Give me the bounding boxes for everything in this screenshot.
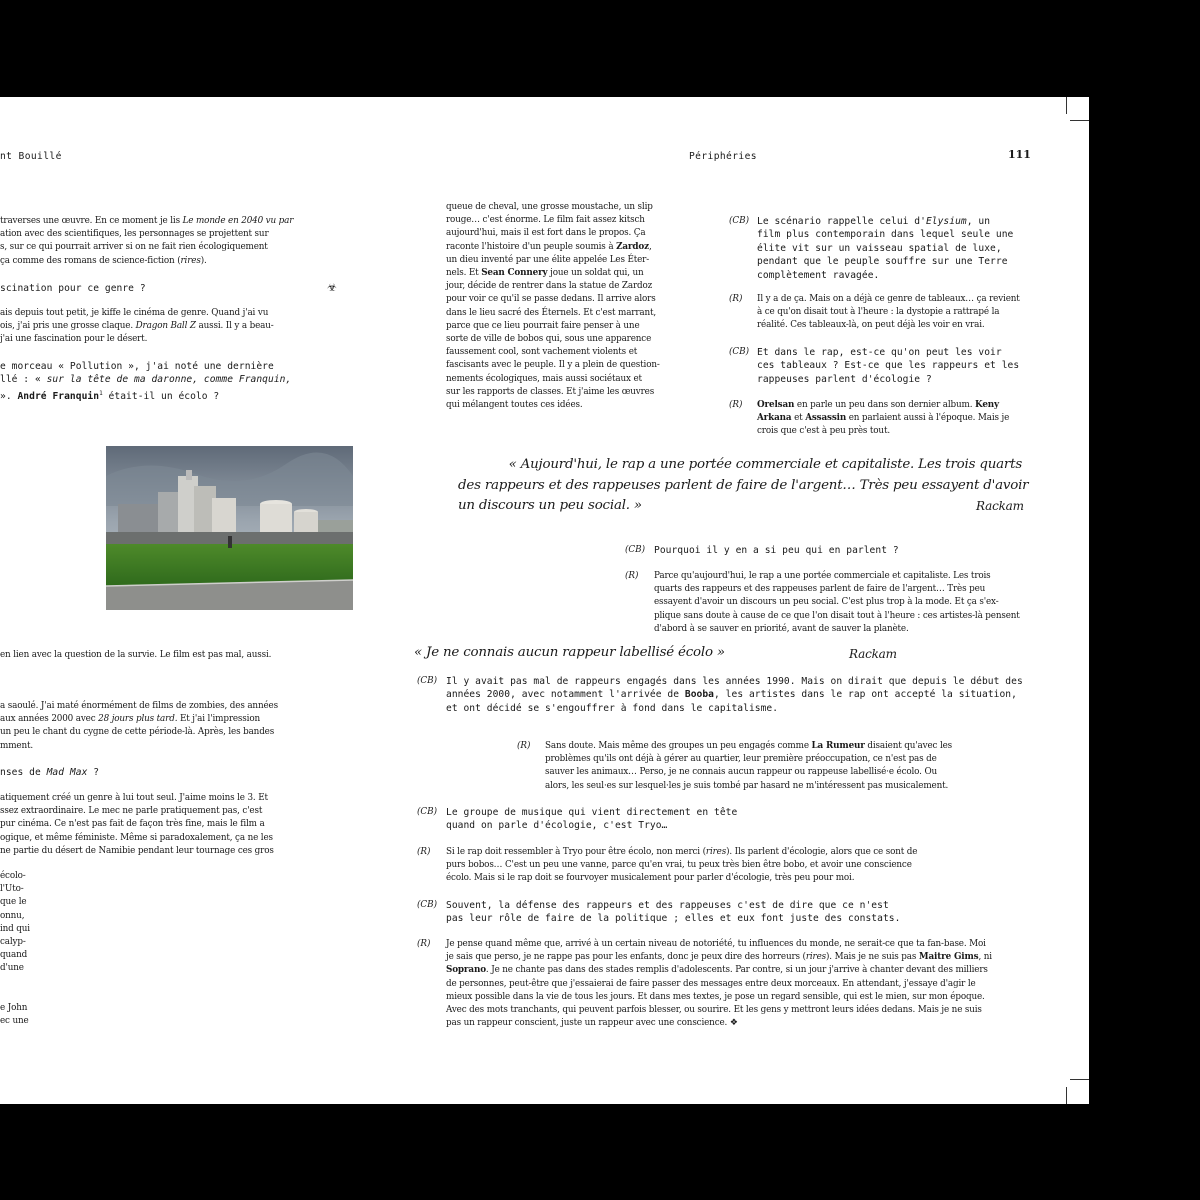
speaker-tag: (R) [417, 847, 431, 857]
crop-mark [1070, 120, 1089, 121]
rapper-answer: Parce qu'aujourd'hui, le rap a une portée commerciale et capitaliste. Les trois quarts des rappeurs et des rappeuses parlent de faire de l'argent… Très peu essayent d'avoir un discours un peu social. C'est plus trop à la mode. Et ça s'ex- plique sans doute à cause de ce que l'on disait tout à l'heure : ces artistes-là pensent d'abord à se sauver en priorité, avant de sauver la planète. [654, 571, 1020, 634]
speaker-tag: (CB) [417, 676, 438, 686]
pull-quote-author: Rackam [976, 499, 1024, 513]
rapper-answer: Orelsan en parle un peu dans son dernier album. Keny Arkana et Assassin en parlaient aussi à l'époque. Mais je crois que c'est à peu près tout. [757, 400, 1010, 437]
book-spread [0, 97, 1089, 1104]
crop-mark [1066, 1087, 1067, 1104]
right-running-head: Périphéries [689, 151, 757, 162]
speaker-tag: (R) [729, 400, 743, 410]
speaker-tag: (R) [729, 294, 743, 304]
speaker-tag: (CB) [625, 545, 646, 555]
speaker-tag: (CB) [729, 216, 750, 226]
left-paragraph: atiquement créé un genre à lui tout seul. J'aime moins le 3. Et ssez extraordinaire. Le mec ne parle pratiquement pas, c'est pur cinéma. Ce n'est pas fait de façon très fine, mais le film a ogique, et même féministe. Même si paradoxalement, ça ne les ne partie du désert de Namibie pendant leur tournage ces gros [0, 793, 274, 856]
factory-photo [106, 446, 353, 610]
page-number: 111 [1008, 148, 1031, 161]
speaker-tag: (CB) [417, 807, 438, 817]
rapper-answer: Je pense quand même que, arrivé à un certain niveau de notoriété, tu influences du monde, ne serait-ce que ta fan-base. Moi je sais que perso, je ne rappe pas pour les enfants, donc je peux dire des horreurs (rires). Mais je ne suis pas Maitre Gims, ni Soprano. Je ne chante pas dans des stades remplis d'adolescents. Par contre, si un jour j'arrive à chanter devant des milliers de personnes, peut-être que j'essaierai de faire passer des messages entre deux morceaux. En attendant, j'essaye d'agir le mieux possible dans la vie de tous les jours. Et dans mes textes, je pose un regard sensible, qui est le mien, sur mon époque. Avec des mots tranchants, qui peuvent parfois blesser, ou sourire. Et les gens y mettront leurs idées dedans. Mais je ne suis pas un rappeur conscient, juste un rappeur avec une conscience. ❖ [446, 939, 992, 1029]
interviewer-question: Le scénario rappelle celui d'Elysium, un film plus contemporain dans lequel seule une élite vit sur un vaisseau spatial de luxe, pendant que le peuple souffre sur une Terre complètement ravagée. [757, 216, 1014, 281]
interviewer-question: Et dans le rap, est-ce qu'on peut les voir ces tableaux ? Est-ce que les rappeurs et les rappeuses parlent d'écologie ? [757, 347, 1020, 385]
interviewer-question: Le groupe de musique qui vient directement en tête quand on parle d'écologie, c'est Tryo… [446, 807, 738, 832]
speaker-tag: (CB) [729, 347, 750, 357]
pull-quote: « Je ne connais aucun rappeur labellisé écolo » [414, 645, 725, 660]
rapper-answer: Sans doute. Mais même des groupes un peu engagés comme La Rumeur disaient qu'avec les problèmes qu'ils ont déjà à gérer au quartier, leur première préoccupation, ce n'est pas de sauver les animaux… Perso, je ne connais aucun rappeur ou rappeuse labellisé·e écolo. Ou alors, les seul·es sur lesquel·les je suis tombé par hasard ne m'intéressent pas musicalement. [545, 741, 953, 791]
rapper-answer: Si le rap doit ressembler à Tryo pour être écolo, non merci (rires). Ils parlent d'écologie, alors que ce sont de purs bobos… C'est un peu une vanne, parce qu'en vrai, tu peux très bien être bobo, et avoir une conscience écolo. Mais si le rap doit se fourvoyer musicalement pour parler d'écologie, très peu pour moi. [446, 847, 918, 884]
left-paragraph: ais depuis tout petit, je kiffe le cinéma de genre. Quand j'ai vu ois, j'ai pris une grosse claque. Dragon Ball Z aussi. Il y a beau- j'ai une fascination pour le désert. [0, 308, 274, 345]
left-paragraph-fragment: e John ec une [0, 1003, 29, 1027]
crop-mark [1066, 97, 1067, 114]
left-paragraph: traverses une œuvre. En ce moment je lis Le monde en 2040 vu par ation avec des scientifiques, les personnages se projettent sur s, sur ce qui pourrait arriver si on ne fait rien écologiquement ça comme des romans de science-fiction (rires). [0, 216, 294, 266]
left-question: e morceau « Pollution », j'ai noté une dernière llé : « sur la tête de ma daronne, comme Franquin, ». André Franquin$^1$ était-il un écolo ? [0, 361, 292, 402]
left-paragraph: a saoulé. J'ai maté énormément de films de zombies, des années aux années 2000 avec 28 jours plus tard. Et j'ai l'impression un peu le chant du cygne de cette période-là. Après, les bandes mment. [0, 701, 278, 751]
interviewer-question: Souvent, la défense des rappeurs et des rappeuses c'est de dire que ce n'est pas leur rôle de faire de la politique ; elles et eux font juste des constats. [446, 900, 901, 925]
rapper-answer: Il y a de ça. Mais on a déjà ce genre de tableaux… ça revient à ce qu'on disait tout à l'heure : la dystopie a rattrapé la réalité. Ces tableaux-là, on peut déjà les voir en vrai. [757, 294, 1020, 331]
interviewer-question: Pourquoi il y en a si peu qui en parlent ? [654, 545, 899, 556]
left-paragraph: en lien avec la question de la survie. Le film est pas mal, aussi. [0, 650, 272, 660]
pull-quote: « Aujourd'hui, le rap a une portée commerciale et capitaliste. Les trois quarts des rappeurs et des rappeuses parlent de faire de l'argent… Très peu essayent d'avoir un discours un peu social. » [458, 457, 1029, 513]
speaker-tag: (CB) [417, 900, 438, 910]
speaker-tag: (R) [517, 741, 531, 751]
left-page [0, 97, 388, 1104]
left-running-head: nt Bouillé [0, 151, 62, 162]
left-question: nses de Mad Max ? [0, 767, 100, 778]
speaker-tag: (R) [417, 939, 431, 949]
biohazard-icon: ☣ [327, 281, 337, 294]
left-paragraph-fragment: écolo- l'Uto- que le onnu, ind qui calyp- quand d'une [0, 871, 30, 974]
crop-mark [1070, 1079, 1089, 1080]
end-mark-icon: ❖ [729, 1018, 738, 1029]
pull-quote-author: Rackam [849, 647, 897, 661]
answer-column: queue de cheval, une grosse moustache, un slip rouge… c'est énorme. Le film fait assez kitsch aujourd'hui, mais il est fort dans le propos. Ça raconte l'histoire d'un peuple soumis à Zardoz, un dieu inventé par une élite appelée Les Éter- nels. Et Sean Connery joue un soldat qui, un jour, décide de rentrer dans la statue de Zardoz pour voir ce qu'il se passe dedans. Il arrive alors dans le lieu sacré des Éternels. Et c'est marrant, parce que ce lieu pourrait faire penser à une sorte de ville de bobos qui, sous une apparence faussement cool, sont vachement violents et fascisants avec le peuple. Il y a plein de question- nements écologiques, mais aussi sociétaux et sur les rapports de classes. Et j'aime les œuvres qui mélangent toutes ces idées. [446, 202, 660, 411]
interviewer-question: Il y avait pas mal de rappeurs engagés dans les années 1990. Mais on dirait que depuis le début des années 2000, avec notamment l'arrivée de Booba, les artistes dans le rap ont accepté la situation, et ont décidé se s'engouffrer à fond dans le capitalisme. [446, 676, 1023, 714]
speaker-tag: (R) [625, 571, 639, 581]
left-question: scination pour ce genre ? [0, 283, 146, 294]
